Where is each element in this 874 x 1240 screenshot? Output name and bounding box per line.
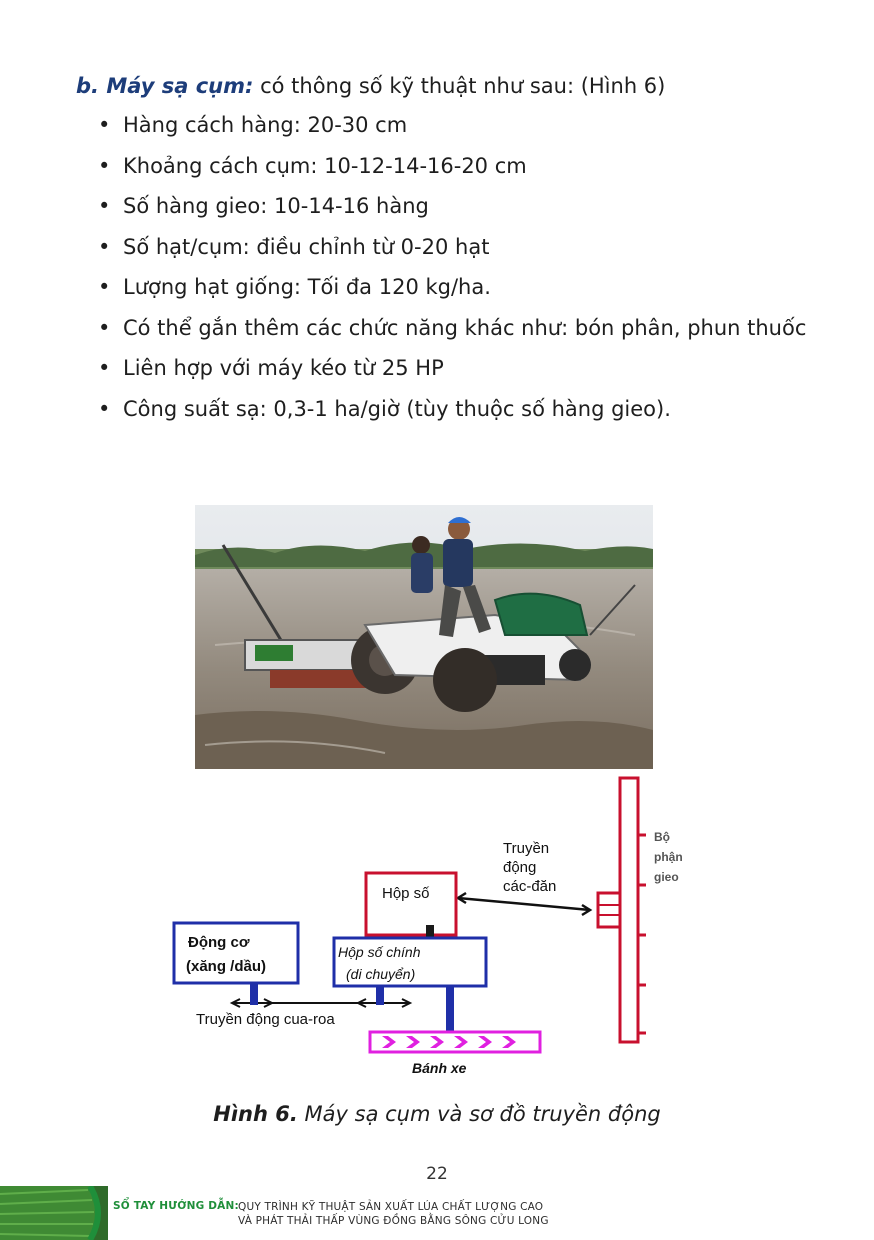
spec-item: • Lượng hạt giống: Tối đa 120 kg/ha.: [98, 273, 806, 314]
spec-list: [98, 111, 806, 435]
page-number: 22: [426, 1164, 448, 1184]
figure-caption: [0, 1102, 874, 1126]
wheel-label: Bánh xe: [412, 1060, 467, 1076]
spec-item: • Số hàng gieo: 10-14-16 hàng: [98, 192, 806, 233]
seeder-label-2: phận: [654, 850, 683, 864]
seeder-frame: [620, 778, 638, 1042]
spec-item: • Có thể gắn thêm các chức năng khác như: bón phân, phun thuốc: [98, 314, 806, 355]
footer-title-line2: VÀ PHÁT THẢI THẤP VÙNG ĐỒNG BẰNG SÔNG CỬU LONG: [238, 1215, 549, 1227]
footer-title: [238, 1200, 549, 1228]
section-heading: [76, 72, 665, 100]
footer-title-line1: QUY TRÌNH KỸ THUẬT SẢN XUẤT LÚA CHẤT LƯỢNG CAO: [238, 1201, 544, 1213]
engine-label-2: (xăng /dầu): [186, 958, 267, 975]
main-gearbox-label-1: Hộp số chính: [338, 944, 421, 960]
footer-rice-field-image: [0, 1186, 108, 1240]
transmission-diagram: [160, 775, 720, 1085]
footer-label: SỔ TAY HƯỚNG DẪN:: [113, 1200, 239, 1212]
figure-caption-text: Máy sạ cụm và sơ đồ truyền động: [297, 1102, 661, 1126]
section-intro: có thông số kỹ thuật như sau: (Hình 6): [253, 74, 666, 98]
main-gearbox-label-2: (di chuyển): [346, 966, 416, 982]
section-lead: b. Máy sạ cụm:: [76, 74, 254, 98]
spec-item: • Liên hợp với máy kéo từ 25 HP: [98, 354, 806, 395]
spec-item: • Công suất sạ: 0,3-1 ha/giờ (tùy thuộc số hàng gieo).: [98, 395, 806, 436]
gearbox-box: [366, 873, 456, 935]
seeder-label-3: gieo: [654, 870, 679, 884]
seeder-label-1: Bộ: [654, 830, 670, 844]
cardan-label-1: Truyền: [503, 840, 550, 857]
spec-item: • Số hạt/cụm: điều chỉnh từ 0-20 hạt: [98, 233, 806, 274]
engine-label-1: Động cơ: [188, 934, 250, 951]
seeder-machine-photo: [195, 505, 653, 769]
belt-drive-label: Truyền động cua-roa: [196, 1011, 335, 1028]
cardan-label-3: các-đăn: [503, 878, 557, 895]
spec-item: • Khoảng cách cụm: 10-12-14-16-20 cm: [98, 152, 806, 193]
gearbox-label: Hộp số: [382, 885, 430, 902]
spec-item: • Hàng cách hàng: 20-30 cm: [98, 111, 806, 152]
cardan-label-2: động: [503, 859, 537, 876]
figure-label: Hình 6.: [213, 1102, 298, 1126]
